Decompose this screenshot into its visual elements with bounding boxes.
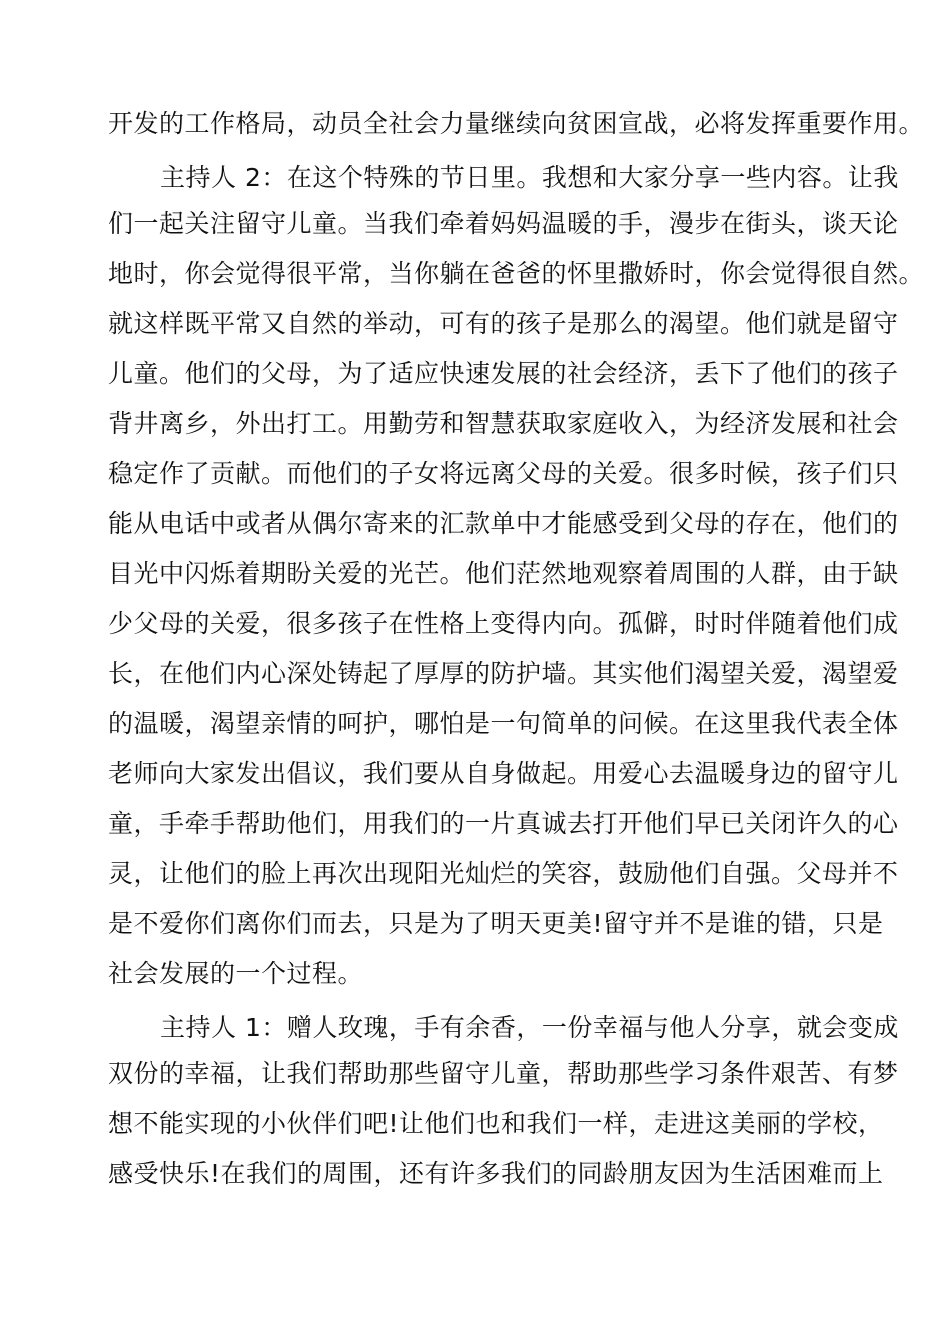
text-line: 少父母的关爱，很多孩子在性格上变得内向。孤僻，时时伴随着他们成	[108, 609, 899, 638]
text-line: 双份的幸福，让我们帮助那些留守儿童，帮助那些学习条件艰苦、有梦	[108, 1059, 899, 1088]
text-line: 儿童。他们的父母，为了适应快速发展的社会经济，丢下了他们的孩子	[108, 359, 899, 388]
text-line: 背井离乡，外出打工。用勤劳和智慧获取家庭收入，为经济发展和社会	[108, 409, 899, 438]
text-line: 长，在他们内心深处铸起了厚厚的防护墙。其实他们渴望关爱，渴望爱	[108, 659, 899, 688]
text-line: 主持人 1：赠人玫瑰，手有余香，一份幸福与他人分享，就会变成	[160, 1013, 899, 1042]
text-line: 灵，让他们的脸上再次出现阳光灿烂的笑容，鼓励他们自强。父母并不	[108, 859, 899, 888]
text-line: 们一起关注留守儿童。当我们牵着妈妈温暖的手，漫步在街头，谈天论	[108, 209, 899, 238]
text-line: 地时，你会觉得很平常，当你躺在爸爸的怀里撒娇时，你会觉得很自然。	[108, 259, 925, 288]
text-line: 就这样既平常又自然的举动，可有的孩子是那么的渴望。他们就是留守	[108, 309, 899, 338]
text-line: 的温暖，渴望亲情的呵护，哪怕是一句简单的问候。在这里我代表全体	[108, 709, 899, 738]
text-line: 能从电话中或者从偶尔寄来的汇款单中才能感受到父母的存在，他们的	[108, 509, 899, 538]
text-line: 社会发展的一个过程。	[108, 959, 364, 988]
text-line: 感受快乐!在我们的周围，还有许多我们的同龄朋友因为生活困难而上	[108, 1159, 884, 1188]
text-line: 童，手牵手帮助他们，用我们的一片真诚去打开他们早已关闭许久的心	[108, 809, 899, 838]
text-line: 稳定作了贡献。而他们的子女将远离父母的关爱。很多时候，孩子们只	[108, 459, 899, 488]
text-line: 老师向大家发出倡议，我们要从自身做起。用爱心去温暖身边的留守儿	[108, 759, 899, 788]
text-line: 目光中闪烁着期盼关爱的光芒。他们茫然地观察着周围的人群，由于缺	[108, 559, 899, 588]
text-line: 是不爱你们离你们而去，只是为了明天更美!留守并不是谁的错，只是	[108, 909, 884, 938]
text-line: 主持人 2：在这个特殊的节日里。我想和大家分享一些内容。让我	[160, 163, 899, 192]
text-line: 想不能实现的小伙伴们吧!让他们也和我们一样，走进这美丽的学校，	[108, 1109, 884, 1138]
text-line: 开发的工作格局，动员全社会力量继续向贫困宣战，必将发挥重要作用。	[108, 109, 925, 138]
